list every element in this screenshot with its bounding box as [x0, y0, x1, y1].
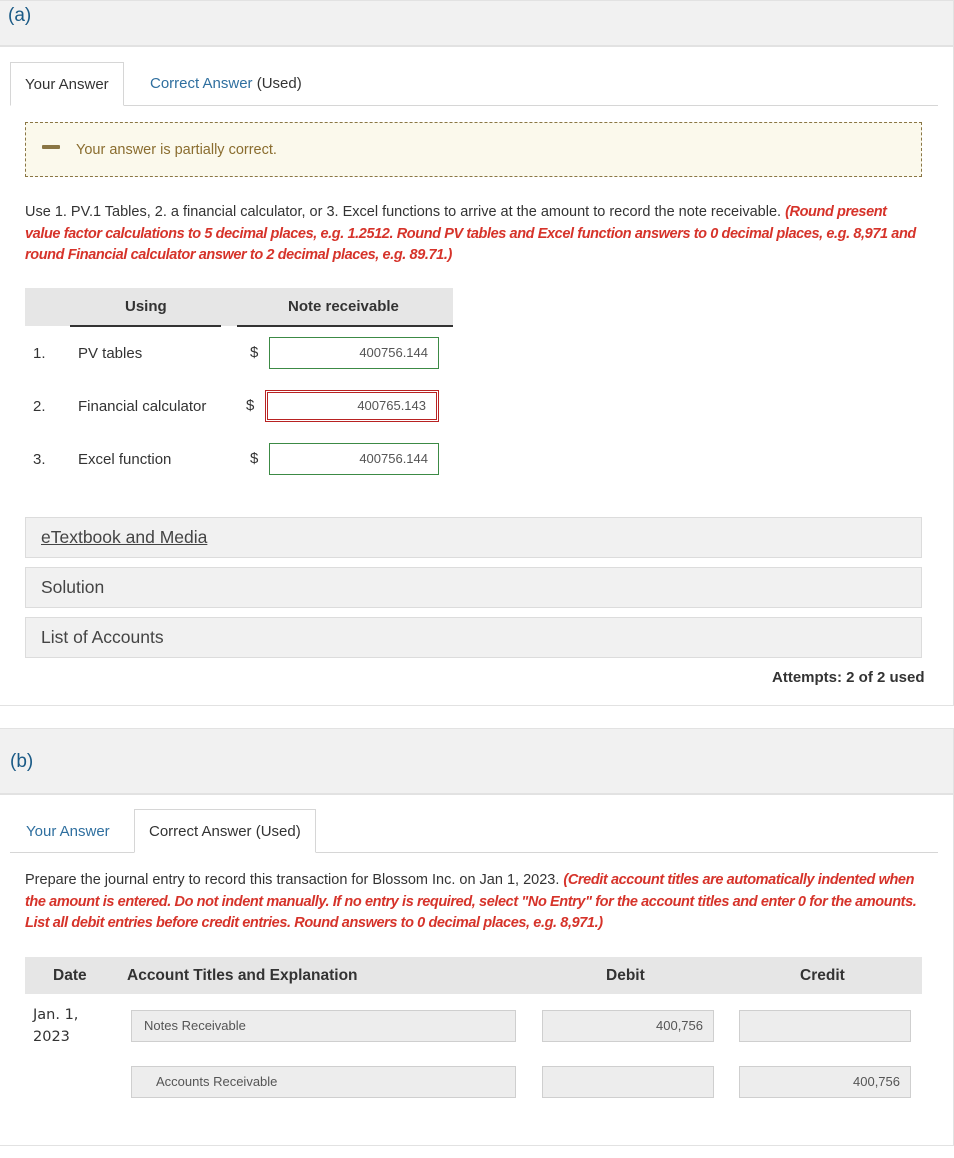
part-b-header — [0, 728, 954, 794]
tab-your-answer[interactable] — [12, 810, 124, 853]
row-label: PV tables — [78, 345, 143, 362]
currency-symbol: $ — [246, 397, 255, 414]
instructions-note: (Round present value factor calculations to 5 decimal places, e.g. 1.2512. Round PV tables and Excel function answers to 0 decimal places, e.g. 8,971 and round Financial calculator answer to 2 decimal places, e.g. 89.71.) — [25, 204, 916, 263]
part-a-label: (a) — [8, 5, 32, 26]
tab-your-answer[interactable] — [10, 62, 124, 106]
debit-input[interactable] — [542, 1066, 714, 1098]
partial-icon — [42, 145, 60, 149]
instructions-note: (Credit account titles are automatically indented when the amount is entered. Do not indent manually. If no entry is required, select "No Entry" for the account titles and enter 0 for the amounts. List all debit entries before credit entries. Round answers to 0 decimal places, e.g. 8,971.) — [25, 872, 917, 931]
solution-label: Solution — [41, 577, 105, 597]
partial-correct-text: Your answer is partially correct. — [76, 142, 277, 158]
tab-divider — [10, 105, 938, 106]
part-b-instructions — [25, 870, 930, 935]
list-of-accounts-label: List of Accounts — [41, 627, 164, 647]
col-date: Date — [53, 967, 87, 984]
account-title-input[interactable]: Notes Receivable — [131, 1010, 516, 1042]
currency-symbol: $ — [250, 450, 259, 467]
account-title-input[interactable]: Accounts Receivable — [131, 1066, 516, 1098]
instructions-plain: Use 1. PV.1 Tables, 2. a financial calculator, or 3. Excel functions to arrive at the amount to record the note receivable. — [25, 204, 782, 220]
credit-input[interactable] — [739, 1010, 911, 1042]
tab-correct-answer-label: Correct Answer (Used) — [149, 823, 301, 840]
tab-correct-answer[interactable] — [136, 62, 316, 105]
journal-date-line1: Jan. 1, — [33, 1007, 79, 1023]
col-using: Using — [125, 298, 167, 315]
col-account-titles: Account Titles and Explanation — [127, 967, 358, 984]
journal-date — [33, 1004, 78, 1048]
part-a-instructions — [25, 202, 925, 267]
col-note-receivable: Note receivable — [288, 298, 399, 315]
col-debit: Debit — [606, 967, 645, 984]
instructions-plain: Prepare the journal entry to record this transaction for Blossom Inc. on Jan 1, 2023. — [25, 872, 560, 888]
row-label: Excel function — [78, 451, 172, 468]
tab-your-answer-label: Your Answer — [25, 76, 109, 93]
part-a-header — [0, 0, 954, 46]
excel-function-input[interactable]: 400756.144 — [269, 443, 439, 475]
etextbook-media-link[interactable] — [25, 517, 922, 558]
list-of-accounts-panel[interactable] — [25, 617, 922, 658]
currency-symbol: $ — [250, 344, 259, 361]
tab-your-answer-label: Your Answer — [26, 823, 110, 840]
credit-input[interactable]: 400,756 — [739, 1066, 911, 1098]
debit-input[interactable]: 400,756 — [542, 1010, 714, 1042]
journal-date-line2: 2023 — [33, 1029, 70, 1045]
row-number: 1. — [33, 345, 46, 362]
financial-calculator-input[interactable]: 400765.143 — [265, 390, 439, 422]
tab-correct-answer-suffix: (Used) — [256, 75, 302, 92]
part-b-label: (b) — [10, 751, 34, 772]
solution-panel[interactable] — [25, 567, 922, 608]
attempts-counter: Attempts: 2 of 2 used — [772, 669, 925, 686]
col-credit: Credit — [800, 967, 845, 984]
tab-correct-answer[interactable] — [134, 809, 316, 853]
row-number: 3. — [33, 451, 46, 468]
partial-correct-banner — [25, 122, 922, 177]
tab-correct-answer-label: Correct Answer — [150, 75, 253, 92]
col-using-underline — [70, 325, 221, 327]
row-number: 2. — [33, 398, 46, 415]
row-label: Financial calculator — [78, 398, 207, 415]
etextbook-media-label: eTextbook and Media — [41, 527, 208, 547]
col-note-underline — [237, 325, 453, 327]
pv-tables-input[interactable]: 400756.144 — [269, 337, 439, 369]
